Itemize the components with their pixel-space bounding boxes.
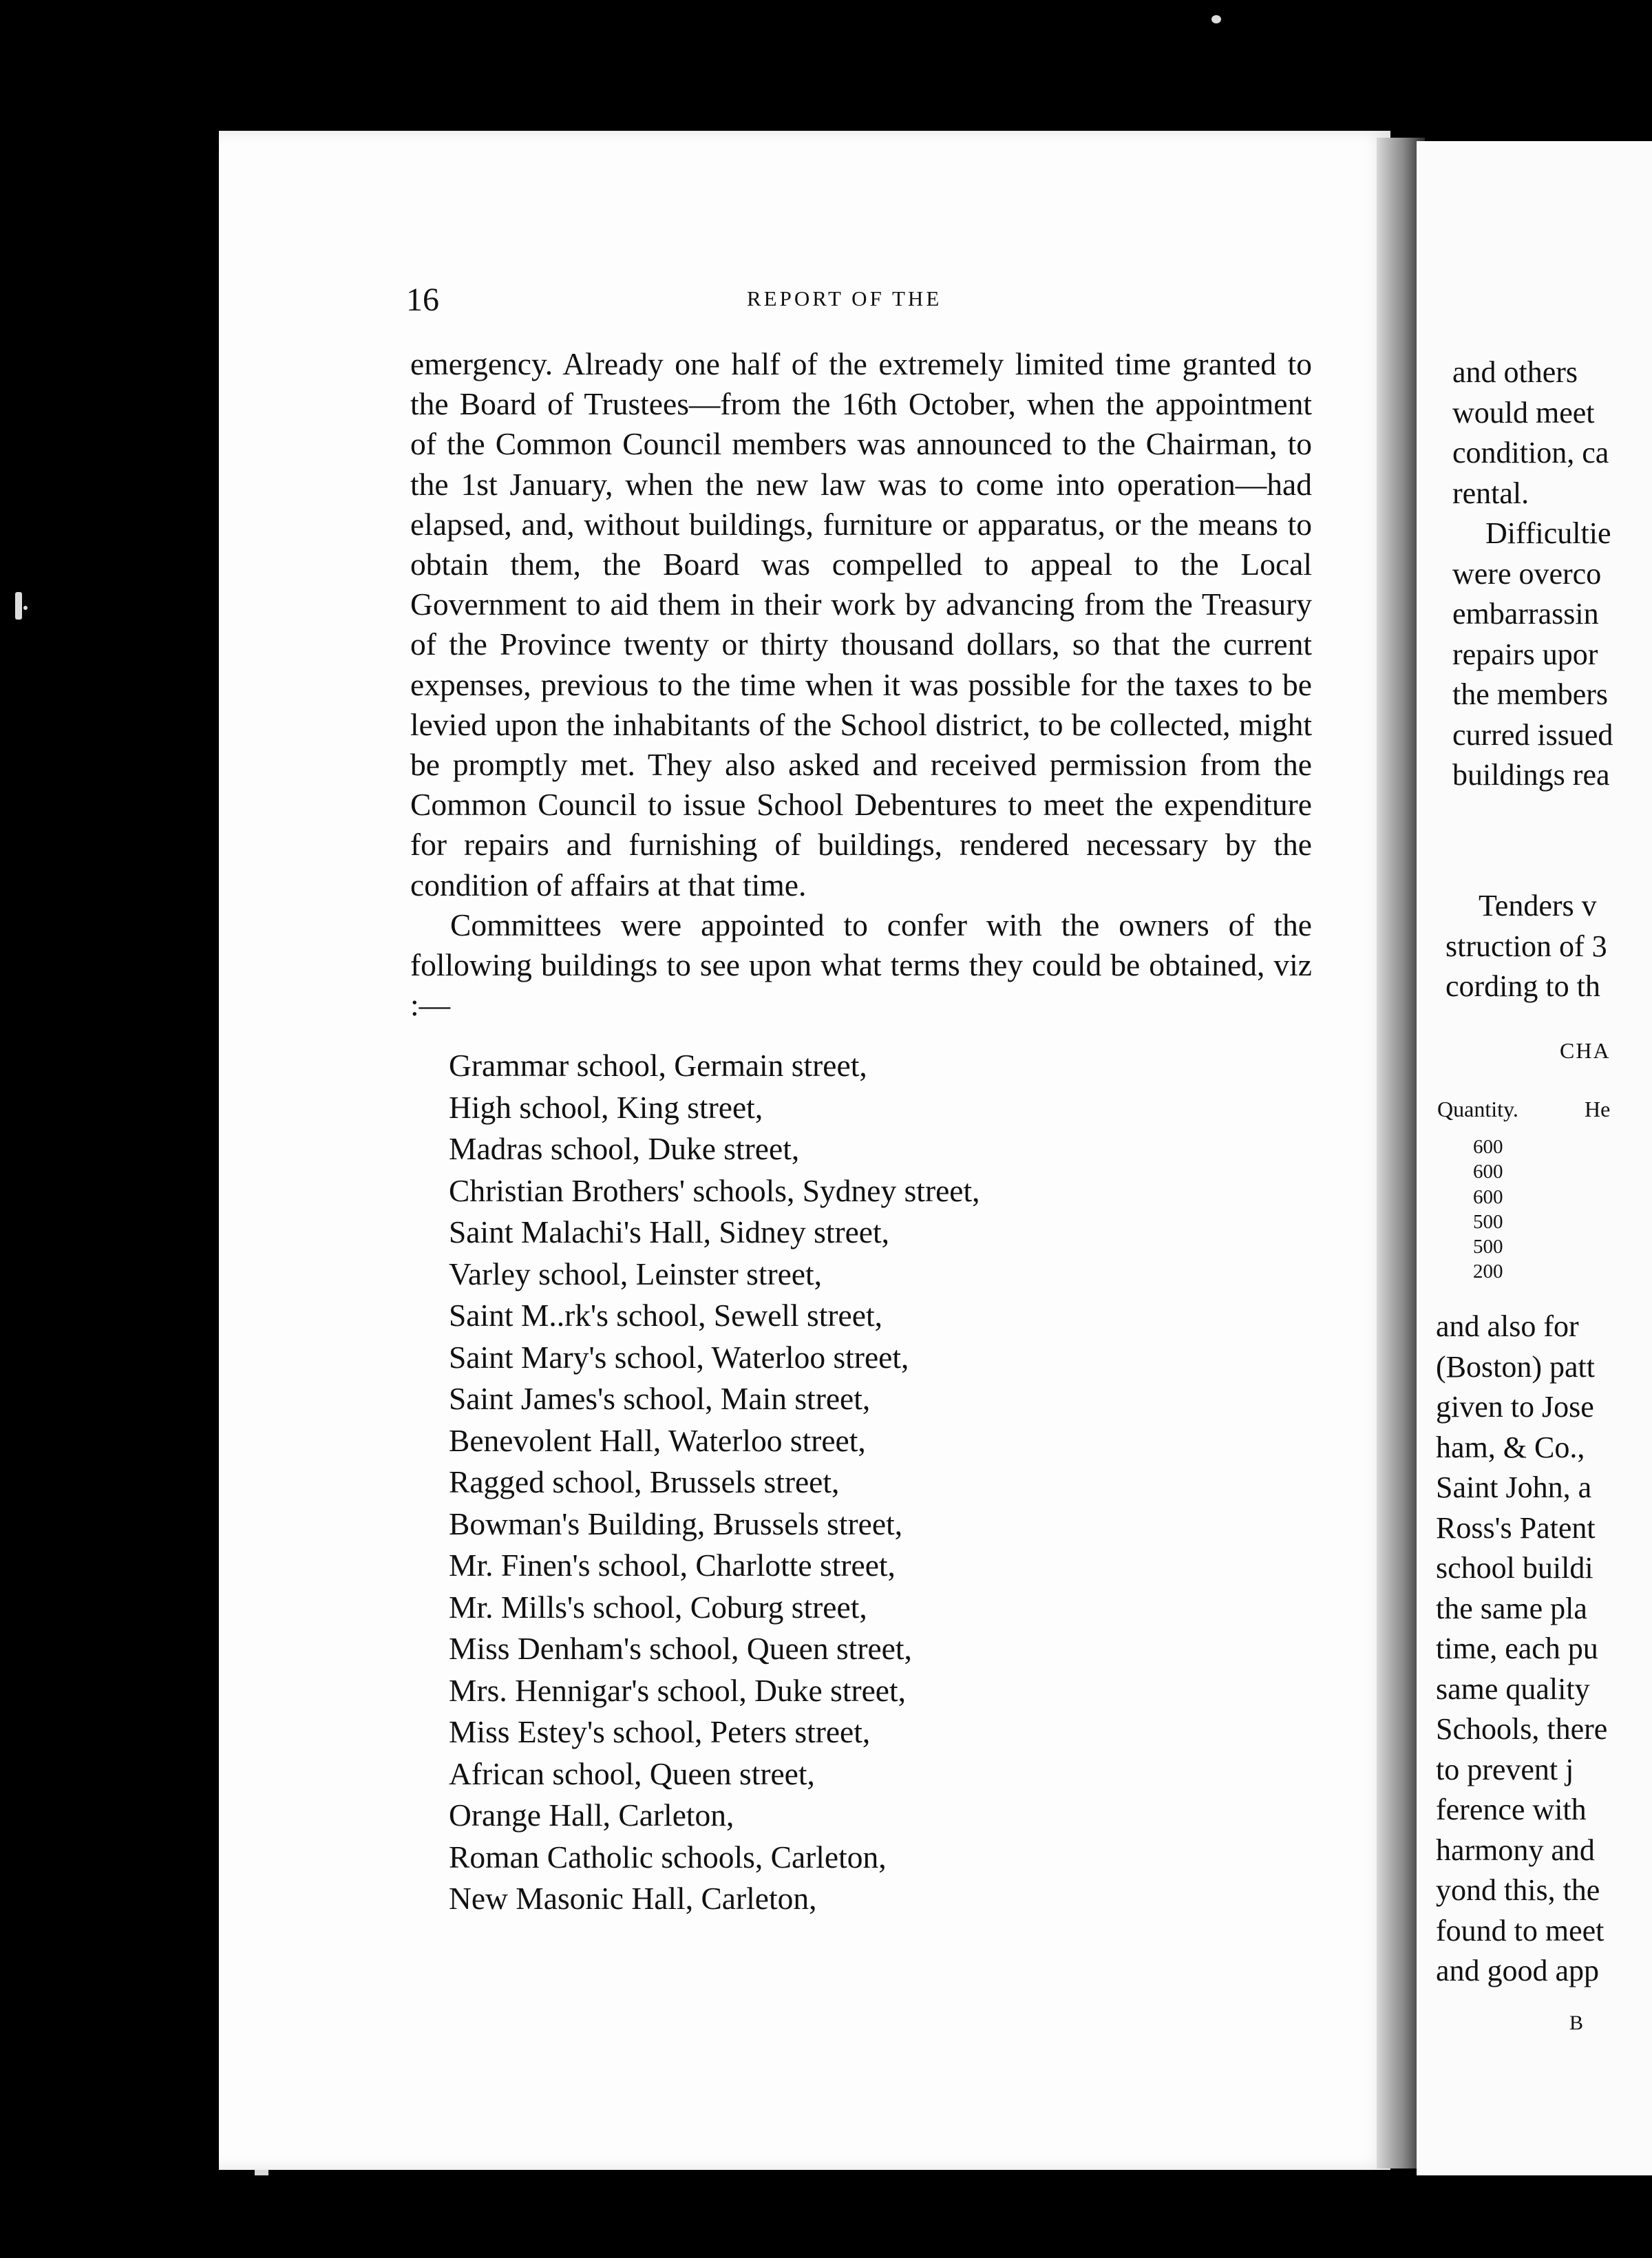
table-cell: 600 [1473, 1161, 1503, 1183]
text-line: ham, & Co., [1436, 1430, 1585, 1464]
list-item: Mr. Mills's school, Coburg street, [449, 1589, 867, 1625]
list-item: Mr. Finen's school, Charlotte street, [449, 1548, 896, 1583]
text-line: (Boston) patt [1436, 1349, 1595, 1384]
text-line: struction of 3 [1446, 929, 1607, 963]
list-item: Miss Denham's school, Queen street, [449, 1631, 912, 1666]
list-item: Orange Hall, Carleton, [449, 1797, 734, 1833]
list-item: Saint Malachi's Hall, Sidney street, [449, 1214, 890, 1249]
quantity-column [1473, 1135, 1503, 1285]
page-number: 16 [406, 282, 439, 318]
text-line: cording to th [1446, 969, 1600, 1003]
table-column-header: He [1585, 1097, 1611, 1121]
running-head [406, 281, 1322, 318]
list-item: Bowman's Building, Brussels street, [449, 1506, 903, 1541]
table-cell: 200 [1473, 1260, 1503, 1283]
text-line: time, each pu [1436, 1632, 1598, 1665]
text-line: repairs upor [1452, 637, 1598, 671]
list-item: Saint James's school, Main street, [449, 1381, 871, 1416]
right-page-top-text [1452, 352, 1652, 796]
text-line: the same pla [1436, 1591, 1587, 1625]
paragraph: emergency. Already one half of the extremely limited time granted to the Board of Trustees—from the 16th October, when the appointment of the Common Council members was announced to the Chairman, to the 1st January, when the new law was to come into operation—had elapsed, and, without buildings, furniture or apparatus, or the means to obtain them, the Board was compelled to appeal to the Local Government to aid them in their work by advancing from the Treasury of the Province twenty or thirty thousand dollars, so that the current expenses, previous to the time when it was possible for the taxes to be levied upon the inhabitants of the School district, to be collected, might be promptly met. They also asked and received permission from the Common Council to issue School Debentures to meet the expenditure for repairs and furnishing of buildings, rendered necessary by the condition of affairs at that time. [410, 346, 1312, 903]
text-line: buildings rea [1452, 758, 1610, 792]
table-heading: CHA [1560, 1038, 1611, 1063]
text-line: Ross's Patent [1436, 1510, 1596, 1545]
list-item: Ragged school, Brussels street, [449, 1464, 840, 1499]
list-item: Roman Catholic schools, Carleton, [449, 1839, 887, 1875]
text-line: were overco [1452, 556, 1602, 591]
text-line: the members [1452, 677, 1609, 711]
text-line: condition, ca [1452, 436, 1609, 469]
list-item: African school, Queen street, [449, 1755, 815, 1791]
text-line: Difficultie [1485, 516, 1611, 550]
list-item: New Masonic Hall, Carleton, [449, 1881, 817, 1916]
text-line: curred issued [1452, 717, 1613, 752]
text-line: and others [1452, 355, 1578, 389]
body-text [410, 344, 1312, 1025]
text-line: would meet [1452, 395, 1595, 430]
list-item: Benevolent Hall, Waterloo street, [449, 1422, 866, 1458]
scan-speck [15, 592, 22, 620]
table-cell: 600 [1473, 1136, 1503, 1158]
scan-speck [23, 606, 28, 610]
list-item: Mrs. Hennigar's school, Duke street, [449, 1672, 907, 1708]
text-line: rental. [1452, 476, 1529, 510]
text-line: given to Jose [1436, 1390, 1594, 1424]
text-line: yond this, the [1436, 1873, 1600, 1907]
text-line: school buildi [1436, 1551, 1593, 1585]
list-item: Grammar school, Germain street, [449, 1048, 867, 1083]
text-line: Schools, there [1436, 1712, 1608, 1746]
text-line: Saint John, a [1436, 1470, 1592, 1504]
table-cell: 500 [1473, 1210, 1503, 1233]
list-item: Saint M..rk's school, Sewell street, [449, 1298, 882, 1333]
text-line: Tenders v [1479, 889, 1597, 922]
list-item: High school, King street, [449, 1089, 763, 1125]
right-page-mid-text [1446, 886, 1652, 1007]
list-item: Christian Brothers' schools, Sydney street, [449, 1172, 980, 1208]
list-item: Saint Mary's school, Waterloo street, [449, 1339, 909, 1375]
scan-speck [1211, 15, 1221, 23]
text-line: same quality [1436, 1671, 1590, 1706]
paragraph: Committees were appointed to confer with the owners of the following buildings to see upon what terms they could be obtained, viz :— [410, 907, 1312, 1023]
text-line: harmony and [1436, 1833, 1595, 1867]
running-head-title: REPORT OF THE [747, 286, 942, 310]
list-item: Miss Estey's school, Peters street, [449, 1714, 871, 1749]
building-list [449, 1045, 980, 1920]
text-line: found to meet [1436, 1913, 1605, 1948]
text-line: to prevent j [1436, 1752, 1574, 1786]
signature-mark: B [1569, 2012, 1584, 2034]
list-item: Madras school, Duke street, [449, 1131, 800, 1166]
text-line: embarrassin [1452, 597, 1599, 631]
text-line: ference with [1436, 1793, 1587, 1826]
table-cell: 600 [1473, 1185, 1503, 1208]
text-line: and also for [1436, 1309, 1579, 1343]
right-page [1417, 141, 1652, 2175]
text-line: and good app [1436, 1954, 1600, 1987]
right-page-bottom-text [1436, 1307, 1652, 1992]
table-cell: 500 [1473, 1236, 1503, 1258]
list-item: Varley school, Leinster street, [449, 1256, 823, 1291]
table-column-header: Quantity. [1437, 1097, 1518, 1121]
